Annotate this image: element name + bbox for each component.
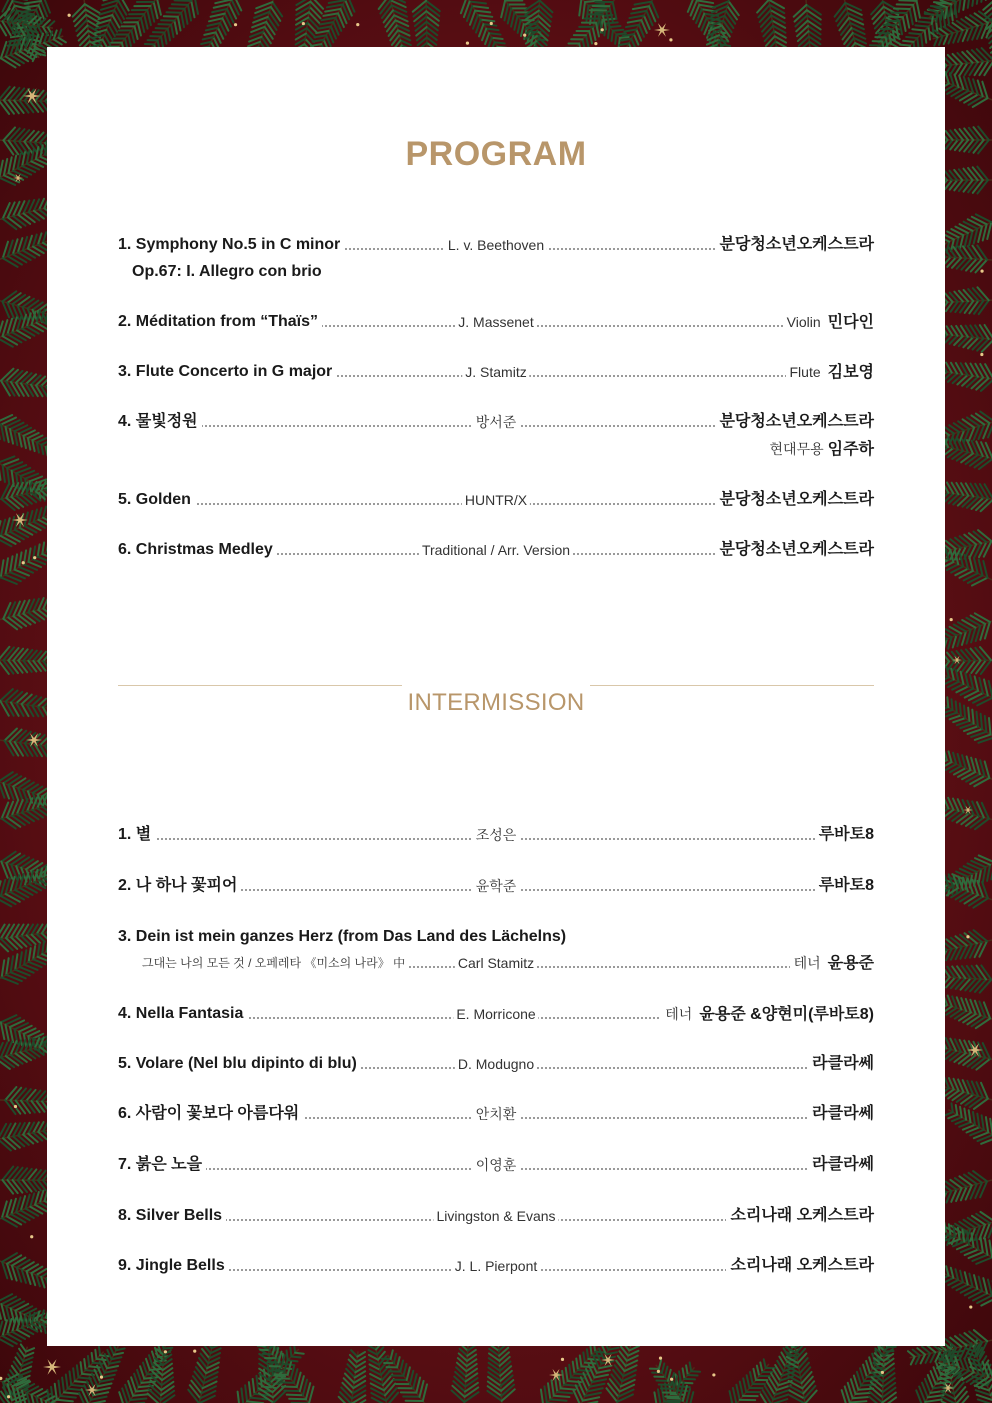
item-title: 9. Jingle Bells — [118, 1254, 229, 1278]
program-item-1 — [118, 233, 874, 257]
item-title: 3. Dein ist mein ganzes Herz (from Das Land des Lächelns) — [118, 925, 570, 949]
program-item-2 — [118, 310, 874, 334]
item-performer: 소리나래 오케스트라 — [726, 1254, 874, 1278]
item-composer: J. Stamitz — [462, 360, 529, 384]
item-title: 3. Flute Concerto in G major — [118, 360, 336, 384]
item-composer: 이영훈 — [473, 1153, 520, 1177]
item-title: 4. Nella Fantasia — [118, 1002, 247, 1026]
item-title: 4. 물빛정원 — [118, 410, 202, 434]
program-item-12 — [118, 1102, 874, 1126]
program-item-7 — [118, 823, 874, 847]
item-composer: L. v. Beethoven — [445, 233, 547, 257]
program-item-13 — [118, 1153, 874, 1177]
item-composer: 방서준 — [473, 410, 520, 434]
item-performer: 분당청소년오케스트라 — [715, 538, 874, 562]
program-item-3 — [118, 360, 874, 384]
item-composer: 윤학준 — [473, 874, 520, 898]
program-card — [47, 47, 945, 1346]
item-title: 1. 별 — [118, 823, 155, 847]
divider-line-left — [118, 685, 402, 686]
item-composer: D. Modugno — [455, 1052, 537, 1076]
item-title: 1. Symphony No.5 in C minor — [118, 233, 344, 257]
item-composer: 조성은 — [473, 823, 520, 847]
intermission-label: INTERMISSION — [407, 689, 585, 716]
item-performer: 라클라쎄 — [808, 1052, 874, 1076]
program-item-11 — [118, 1052, 874, 1076]
item-composer: 안치환 — [473, 1102, 520, 1126]
item-performer-secondary: 현대무용 임주하 — [769, 441, 874, 458]
item-composer: J. L. Pierpont — [452, 1254, 541, 1278]
program-item-9-heading — [118, 925, 874, 949]
program-item-15 — [118, 1254, 874, 1278]
item-performer: Violin 민다인 — [783, 310, 874, 335]
item-composer: Carl Stamitz — [455, 951, 537, 975]
program-item-10 — [118, 1002, 874, 1026]
program-item-4 — [118, 410, 874, 434]
item-title: 6. Christmas Medley — [118, 538, 277, 562]
item-composer: Traditional / Arr. Version — [419, 538, 573, 562]
program-item-14 — [118, 1204, 874, 1228]
item-performer: 테너 윤용준 — [790, 951, 874, 976]
item-performer: 소리나래 오케스트라 — [726, 1204, 874, 1228]
program-item-9 — [118, 951, 874, 975]
item-performer: Flute 김보영 — [786, 360, 875, 385]
item-title: 8. Silver Bells — [118, 1204, 226, 1228]
program-item-8 — [118, 874, 874, 898]
item-composer: J. Massenet — [455, 310, 536, 334]
item-performer: 분당청소년오케스트라 — [715, 488, 874, 512]
item-title: 7. 붉은 노을 — [118, 1153, 206, 1177]
item-title: 6. 사람이 꽃보다 아름다워 — [118, 1102, 303, 1126]
item-performer: 분당청소년오케스트라 — [715, 410, 874, 434]
item-performer: 분당청소년오케스트라 — [715, 233, 874, 257]
item-performer: 테너 윤용준 &양현미(루바토8) — [661, 1002, 874, 1027]
item-composer: HUNTR/X — [462, 488, 530, 512]
program-title: PROGRAM — [405, 135, 587, 173]
divider-line-right — [590, 685, 874, 686]
item-performer: 라클라쎄 — [808, 1153, 874, 1177]
item-composer: Livingston & Evans — [433, 1204, 558, 1228]
item-title: 2. Méditation from “Thaïs” — [118, 310, 322, 334]
item-subtitle: 그대는 나의 모든 것 / 오페레타 《미소의 나라》 中 — [118, 951, 409, 975]
item-composer: E. Morricone — [453, 1002, 538, 1026]
item-title-continuation: Op.67: I. Allegro con brio — [132, 263, 322, 280]
program-item-5 — [118, 488, 874, 512]
item-title: 5. Volare (Nel blu dipinto di blu) — [118, 1052, 361, 1076]
program-item-6 — [118, 538, 874, 562]
intermission-divider — [118, 685, 874, 717]
item-title: 2. 나 하나 꽃피어 — [118, 874, 241, 898]
item-performer: 라클라쎄 — [808, 1102, 874, 1126]
item-title: 5. Golden — [118, 488, 195, 512]
item-performer: 루바토8 — [815, 823, 874, 847]
item-performer: 루바토8 — [815, 874, 874, 898]
